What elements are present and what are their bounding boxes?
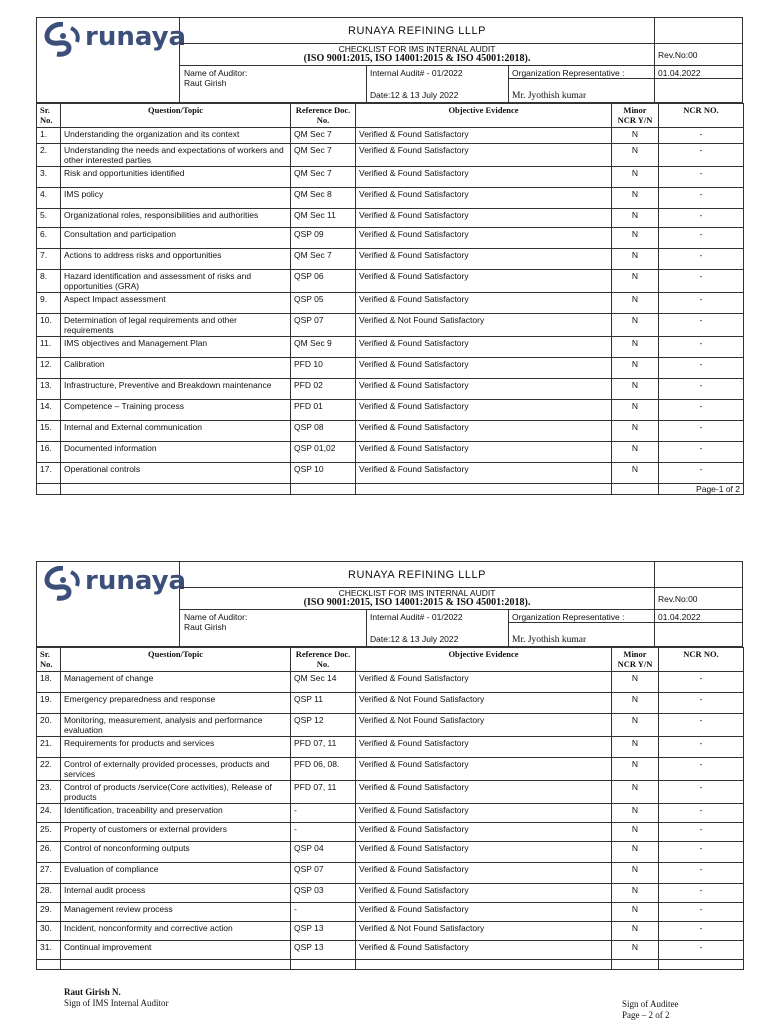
row-sr: 19. bbox=[37, 693, 61, 714]
row-ncr-no: - bbox=[659, 128, 744, 144]
row-sr: 26. bbox=[37, 842, 61, 863]
row-ncr-no: - bbox=[659, 781, 744, 804]
row-question: Operational controls bbox=[61, 463, 291, 484]
row-ncr-no: - bbox=[659, 188, 744, 209]
row-minor-ncr: N bbox=[612, 379, 659, 400]
page-number: Page-1 of 2 bbox=[659, 484, 744, 495]
auditor-block bbox=[180, 66, 366, 104]
org-rep-name: Mr. Jyothish kumar bbox=[512, 91, 587, 101]
row-ref: QSP 07 bbox=[291, 863, 356, 884]
row-question: Consultation and participation bbox=[61, 228, 291, 249]
table-row bbox=[37, 781, 744, 804]
auditor-label: Name of Auditor: bbox=[184, 612, 248, 622]
row-ncr-no: - bbox=[659, 863, 744, 884]
row-ref: QSP 13 bbox=[291, 941, 356, 960]
row-ncr-no: - bbox=[659, 249, 744, 270]
table-row bbox=[37, 714, 744, 737]
internal-audit-block bbox=[366, 66, 508, 104]
row-question: Organizational roles, responsibilities and authorities bbox=[61, 209, 291, 228]
logo-text: runaya bbox=[85, 566, 187, 596]
row-sr: 9. bbox=[37, 293, 61, 314]
row-ncr-no: - bbox=[659, 379, 744, 400]
row-ref: QSP 07 bbox=[291, 314, 356, 337]
footer-cell bbox=[291, 484, 356, 495]
col-minor: Minor NCR Y/N bbox=[612, 648, 659, 672]
row-sr: 18. bbox=[37, 672, 61, 693]
table-row bbox=[37, 293, 744, 314]
row-question: Internal and External communication bbox=[61, 421, 291, 442]
row-sr: 16. bbox=[37, 442, 61, 463]
footer-cell bbox=[61, 960, 291, 970]
row-evidence: Verified & Found Satisfactory bbox=[356, 167, 612, 188]
row-question: Monitoring, measurement, analysis and performance evaluation bbox=[61, 714, 291, 737]
row-ref: QSP 03 bbox=[291, 884, 356, 903]
table-row bbox=[37, 442, 744, 463]
row-sr: 13. bbox=[37, 379, 61, 400]
audit-date: Date:12 & 13 July 2022 bbox=[370, 90, 459, 100]
row-minor-ncr: N bbox=[612, 693, 659, 714]
row-minor-ncr: N bbox=[612, 758, 659, 781]
row-ncr-no: - bbox=[659, 337, 744, 358]
footer-cell bbox=[612, 484, 659, 495]
row-ncr-no: - bbox=[659, 672, 744, 693]
footer-cell bbox=[291, 960, 356, 970]
row-evidence: Verified & Not Found Satisfactory bbox=[356, 714, 612, 737]
checklist-page-1 bbox=[36, 17, 743, 495]
row-evidence: Verified & Found Satisfactory bbox=[356, 293, 612, 314]
row-ref: QM Sec 7 bbox=[291, 249, 356, 270]
table-row bbox=[37, 209, 744, 228]
row-ref: QSP 01,02 bbox=[291, 442, 356, 463]
row-minor-ncr: N bbox=[612, 144, 659, 167]
table-row bbox=[37, 228, 744, 249]
row-evidence: Verified & Found Satisfactory bbox=[356, 941, 612, 960]
row-question: Competence – Training process bbox=[61, 400, 291, 421]
row-minor-ncr: N bbox=[612, 421, 659, 442]
auditor-name: Raut Girish bbox=[184, 622, 227, 632]
row-question: Documented information bbox=[61, 442, 291, 463]
col-ncr: NCR NO. bbox=[659, 648, 744, 672]
row-evidence: Verified & Found Satisfactory bbox=[356, 903, 612, 922]
table-row bbox=[37, 758, 744, 781]
table-row bbox=[37, 842, 744, 863]
internal-audit-block bbox=[366, 610, 508, 648]
row-evidence: Verified & Found Satisfactory bbox=[356, 863, 612, 884]
table-row bbox=[37, 863, 744, 884]
row-sr: 24. bbox=[37, 804, 61, 823]
row-ref: QSP 08 bbox=[291, 421, 356, 442]
row-question: Control of externally provided processes, products and services bbox=[61, 758, 291, 781]
row-question: Understanding the organization and its context bbox=[61, 128, 291, 144]
row-ncr-no: - bbox=[659, 209, 744, 228]
row-question: Requirements for products and services bbox=[61, 737, 291, 758]
row-evidence: Verified & Found Satisfactory bbox=[356, 358, 612, 379]
row-sr: 29. bbox=[37, 903, 61, 922]
table-row bbox=[37, 144, 744, 167]
row-minor-ncr: N bbox=[612, 209, 659, 228]
row-ref: QSP 04 bbox=[291, 842, 356, 863]
row-ref: PFD 07, 11 bbox=[291, 781, 356, 804]
col-evidence: Objective Evidence bbox=[356, 648, 612, 672]
row-question: Risk and opportunities identified bbox=[61, 167, 291, 188]
row-ref: QSP 12 bbox=[291, 714, 356, 737]
col-ncr: NCR NO. bbox=[659, 104, 744, 128]
row-evidence: Verified & Found Satisfactory bbox=[356, 337, 612, 358]
row-minor-ncr: N bbox=[612, 823, 659, 842]
page-number bbox=[659, 960, 744, 970]
row-minor-ncr: N bbox=[612, 293, 659, 314]
logo-mark-icon bbox=[43, 22, 83, 58]
row-ncr-no: - bbox=[659, 941, 744, 960]
rev-no: Rev.No:00 bbox=[654, 44, 742, 66]
row-ref: QM Sec 7 bbox=[291, 167, 356, 188]
auditor-signature-label: Sign of IMS Internal Auditor bbox=[64, 998, 169, 1008]
row-ref: QSP 05 bbox=[291, 293, 356, 314]
row-ref: QSP 11 bbox=[291, 693, 356, 714]
row-ncr-no: - bbox=[659, 167, 744, 188]
company-logo bbox=[37, 562, 187, 646]
row-ncr-no: - bbox=[659, 442, 744, 463]
row-ncr-no: - bbox=[659, 270, 744, 293]
standards-text: (ISO 9001:2015, ISO 14001:2015 & ISO 45001:2018). bbox=[303, 53, 531, 64]
checklist-table-1 bbox=[36, 103, 744, 495]
auditor-label: Name of Auditor: bbox=[184, 68, 248, 78]
row-question: Determination of legal requirements and other requirements bbox=[61, 314, 291, 337]
row-question: Control of nonconforming outputs bbox=[61, 842, 291, 863]
footer-cell bbox=[61, 484, 291, 495]
row-ref: QM Sec 9 bbox=[291, 337, 356, 358]
org-rep-block bbox=[508, 66, 654, 104]
table-header-row bbox=[37, 648, 744, 672]
row-evidence: Verified & Found Satisfactory bbox=[356, 737, 612, 758]
row-evidence: Verified & Found Satisfactory bbox=[356, 209, 612, 228]
standards-text: (ISO 9001:2015, ISO 14001:2015 & ISO 45001:2018). bbox=[303, 597, 531, 608]
row-sr: 21. bbox=[37, 737, 61, 758]
row-evidence: Verified & Found Satisfactory bbox=[356, 804, 612, 823]
row-ncr-no: - bbox=[659, 823, 744, 842]
row-evidence: Verified & Found Satisfactory bbox=[356, 823, 612, 842]
footer-cell bbox=[612, 960, 659, 970]
footer-cell bbox=[37, 484, 61, 495]
row-sr: 2. bbox=[37, 144, 61, 167]
row-question: IMS policy bbox=[61, 188, 291, 209]
row-minor-ncr: N bbox=[612, 781, 659, 804]
row-question: Identification, traceability and preservation bbox=[61, 804, 291, 823]
row-evidence: Verified & Not Found Satisfactory bbox=[356, 693, 612, 714]
divider bbox=[508, 622, 742, 623]
checklist-page-2 bbox=[36, 561, 743, 970]
table-row bbox=[37, 249, 744, 270]
row-ref: PFD 10 bbox=[291, 358, 356, 379]
row-evidence: Verified & Found Satisfactory bbox=[356, 781, 612, 804]
table-row bbox=[37, 188, 744, 209]
org-rep-name: Mr. Jyothish kumar bbox=[512, 635, 587, 645]
col-question: Question/Topic bbox=[61, 648, 291, 672]
row-ncr-no: - bbox=[659, 293, 744, 314]
internal-audit-no: Internal Audit# - 01/2022 bbox=[370, 68, 463, 78]
row-minor-ncr: N bbox=[612, 188, 659, 209]
row-question: Incident, nonconformity and corrective action bbox=[61, 922, 291, 941]
org-rep-label: Organization Representative : bbox=[512, 68, 625, 78]
row-minor-ncr: N bbox=[612, 358, 659, 379]
row-ncr-no: - bbox=[659, 884, 744, 903]
row-ncr-no: - bbox=[659, 922, 744, 941]
col-sr: Sr. No. bbox=[37, 648, 61, 672]
table-row bbox=[37, 463, 744, 484]
company-logo bbox=[37, 18, 187, 102]
row-question: Control of products /service(Core activities), Release of products bbox=[61, 781, 291, 804]
table-row bbox=[37, 804, 744, 823]
row-question: Calibration bbox=[61, 358, 291, 379]
row-evidence: Verified & Found Satisfactory bbox=[356, 144, 612, 167]
logo-text: runaya bbox=[85, 22, 187, 52]
table-row bbox=[37, 922, 744, 941]
row-sr: 5. bbox=[37, 209, 61, 228]
row-question: Hazard identification and assessment of risks and opportunities (GRA) bbox=[61, 270, 291, 293]
header-blank-cell bbox=[654, 562, 742, 588]
row-minor-ncr: N bbox=[612, 442, 659, 463]
row-question: Property of customers or external providers bbox=[61, 823, 291, 842]
table-row bbox=[37, 941, 744, 960]
row-ncr-no: - bbox=[659, 842, 744, 863]
row-evidence: Verified & Not Found Satisfactory bbox=[356, 922, 612, 941]
row-ref: QSP 09 bbox=[291, 228, 356, 249]
row-evidence: Verified & Not Found Satisfactory bbox=[356, 314, 612, 337]
table-row bbox=[37, 421, 744, 442]
table-body bbox=[37, 128, 744, 495]
table-row bbox=[37, 672, 744, 693]
row-question: Understanding the needs and expectations of workers and other interested parties bbox=[61, 144, 291, 167]
row-minor-ncr: N bbox=[612, 463, 659, 484]
row-ncr-no: - bbox=[659, 463, 744, 484]
footer-cell bbox=[356, 960, 612, 970]
row-sr: 6. bbox=[37, 228, 61, 249]
table-row bbox=[37, 314, 744, 337]
col-ref: Reference Doc. No. bbox=[291, 104, 356, 128]
row-minor-ncr: N bbox=[612, 400, 659, 421]
row-minor-ncr: N bbox=[612, 314, 659, 337]
org-rep-block bbox=[508, 610, 654, 648]
row-sr: 7. bbox=[37, 249, 61, 270]
row-sr: 10. bbox=[37, 314, 61, 337]
table-row bbox=[37, 358, 744, 379]
row-sr: 4. bbox=[37, 188, 61, 209]
row-ref: PFD 01 bbox=[291, 400, 356, 421]
row-ncr-no: - bbox=[659, 314, 744, 337]
row-question: Continual improvement bbox=[61, 941, 291, 960]
row-question: Emergency preparedness and response bbox=[61, 693, 291, 714]
col-question: Question/Topic bbox=[61, 104, 291, 128]
row-sr: 25. bbox=[37, 823, 61, 842]
col-minor: Minor NCR Y/N bbox=[612, 104, 659, 128]
row-evidence: Verified & Found Satisfactory bbox=[356, 270, 612, 293]
row-minor-ncr: N bbox=[612, 249, 659, 270]
row-evidence: Verified & Found Satisfactory bbox=[356, 421, 612, 442]
row-ref: PFD 07, 11 bbox=[291, 737, 356, 758]
row-ref: - bbox=[291, 804, 356, 823]
table-row bbox=[37, 737, 744, 758]
internal-audit-no: Internal Audit# - 01/2022 bbox=[370, 612, 463, 622]
row-minor-ncr: N bbox=[612, 714, 659, 737]
auditee-signature-label: Sign of Auditee bbox=[622, 999, 679, 1009]
row-sr: 11. bbox=[37, 337, 61, 358]
row-sr: 1. bbox=[37, 128, 61, 144]
table-row bbox=[37, 693, 744, 714]
row-ncr-no: - bbox=[659, 421, 744, 442]
table-footer-row bbox=[37, 960, 744, 970]
row-minor-ncr: N bbox=[612, 167, 659, 188]
row-sr: 14. bbox=[37, 400, 61, 421]
row-ncr-no: - bbox=[659, 903, 744, 922]
table-row bbox=[37, 903, 744, 922]
row-ncr-no: - bbox=[659, 144, 744, 167]
row-sr: 3. bbox=[37, 167, 61, 188]
table-row bbox=[37, 337, 744, 358]
company-name: RUNAYA REFINING LLLP bbox=[180, 18, 654, 44]
row-question: Aspect Impact assessment bbox=[61, 293, 291, 314]
row-question: Infrastructure, Preventive and Breakdown maintenance bbox=[61, 379, 291, 400]
row-minor-ncr: N bbox=[612, 737, 659, 758]
row-evidence: Verified & Found Satisfactory bbox=[356, 400, 612, 421]
row-minor-ncr: N bbox=[612, 128, 659, 144]
footer-cell bbox=[356, 484, 612, 495]
table-row bbox=[37, 128, 744, 144]
row-ncr-no: - bbox=[659, 714, 744, 737]
row-minor-ncr: N bbox=[612, 863, 659, 884]
row-question: Actions to address risks and opportunities bbox=[61, 249, 291, 270]
row-ref: QM Sec 8 bbox=[291, 188, 356, 209]
auditor-signature bbox=[64, 987, 169, 1009]
checklist-title-text: CHECKLIST FOR IMS INTERNAL AUDIT bbox=[338, 44, 496, 54]
row-evidence: Verified & Found Satisfactory bbox=[356, 379, 612, 400]
row-evidence: Verified & Found Satisfactory bbox=[356, 228, 612, 249]
divider bbox=[508, 78, 742, 79]
row-minor-ncr: N bbox=[612, 941, 659, 960]
table-header-row bbox=[37, 104, 744, 128]
row-ref: PFD 02 bbox=[291, 379, 356, 400]
table-row bbox=[37, 884, 744, 903]
row-question: Internal audit process bbox=[61, 884, 291, 903]
doc-date: 01.04.2022 bbox=[654, 610, 742, 648]
row-ncr-no: - bbox=[659, 228, 744, 249]
row-evidence: Verified & Found Satisfactory bbox=[356, 672, 612, 693]
row-ref: QSP 06 bbox=[291, 270, 356, 293]
row-sr: 22. bbox=[37, 758, 61, 781]
table-row bbox=[37, 270, 744, 293]
col-sr: Sr. No. bbox=[37, 104, 61, 128]
row-ref: QM Sec 7 bbox=[291, 144, 356, 167]
auditee-signature bbox=[622, 999, 679, 1021]
row-ref: PFD 06, 08. bbox=[291, 758, 356, 781]
row-evidence: Verified & Found Satisfactory bbox=[356, 442, 612, 463]
row-ref: - bbox=[291, 823, 356, 842]
row-ref: - bbox=[291, 903, 356, 922]
row-sr: 15. bbox=[37, 421, 61, 442]
row-minor-ncr: N bbox=[612, 922, 659, 941]
row-ref: QM Sec 11 bbox=[291, 209, 356, 228]
row-ncr-no: - bbox=[659, 358, 744, 379]
row-evidence: Verified & Found Satisfactory bbox=[356, 249, 612, 270]
row-ref: QSP 10 bbox=[291, 463, 356, 484]
row-minor-ncr: N bbox=[612, 228, 659, 249]
row-question: IMS objectives and Management Plan bbox=[61, 337, 291, 358]
auditor-name: Raut Girish bbox=[184, 78, 227, 88]
row-minor-ncr: N bbox=[612, 842, 659, 863]
table-row bbox=[37, 167, 744, 188]
row-ncr-no: - bbox=[659, 400, 744, 421]
row-minor-ncr: N bbox=[612, 270, 659, 293]
row-minor-ncr: N bbox=[612, 672, 659, 693]
row-evidence: Verified & Found Satisfactory bbox=[356, 842, 612, 863]
page-number: Page – 2 of 2 bbox=[622, 1010, 670, 1020]
row-evidence: Verified & Found Satisfactory bbox=[356, 188, 612, 209]
row-sr: 27. bbox=[37, 863, 61, 884]
checklist-title-text: CHECKLIST FOR IMS INTERNAL AUDIT bbox=[338, 588, 496, 598]
row-question: Management review process bbox=[61, 903, 291, 922]
col-ref: Reference Doc. No. bbox=[291, 648, 356, 672]
auditor-block bbox=[180, 610, 366, 648]
audit-date: Date:12 & 13 July 2022 bbox=[370, 634, 459, 644]
row-sr: 17. bbox=[37, 463, 61, 484]
doc-date: 01.04.2022 bbox=[654, 66, 742, 104]
row-question: Management of change bbox=[61, 672, 291, 693]
table-footer-row bbox=[37, 484, 744, 495]
row-evidence: Verified & Found Satisfactory bbox=[356, 128, 612, 144]
company-name: RUNAYA REFINING LLLP bbox=[180, 562, 654, 588]
footer-cell bbox=[37, 960, 61, 970]
row-evidence: Verified & Found Satisfactory bbox=[356, 758, 612, 781]
row-ref: QM Sec 7 bbox=[291, 128, 356, 144]
row-evidence: Verified & Found Satisfactory bbox=[356, 884, 612, 903]
table-row bbox=[37, 379, 744, 400]
row-sr: 28. bbox=[37, 884, 61, 903]
rev-no: Rev.No:00 bbox=[654, 588, 742, 610]
header-blank-cell bbox=[654, 18, 742, 44]
row-evidence: Verified & Found Satisfactory bbox=[356, 463, 612, 484]
row-minor-ncr: N bbox=[612, 804, 659, 823]
checklist-title bbox=[180, 588, 654, 610]
row-minor-ncr: N bbox=[612, 884, 659, 903]
row-sr: 20. bbox=[37, 714, 61, 737]
row-sr: 31. bbox=[37, 941, 61, 960]
row-ref: QSP 13 bbox=[291, 922, 356, 941]
row-sr: 23. bbox=[37, 781, 61, 804]
checklist-title bbox=[180, 44, 654, 66]
row-sr: 12. bbox=[37, 358, 61, 379]
row-sr: 30. bbox=[37, 922, 61, 941]
row-ref: QM Sec 14 bbox=[291, 672, 356, 693]
row-ncr-no: - bbox=[659, 804, 744, 823]
row-ncr-no: - bbox=[659, 693, 744, 714]
checklist-table-2 bbox=[36, 647, 744, 970]
table-body bbox=[37, 672, 744, 970]
row-sr: 8. bbox=[37, 270, 61, 293]
logo-mark-icon bbox=[43, 566, 83, 602]
org-rep-label: Organization Representative : bbox=[512, 612, 625, 622]
page-header bbox=[36, 17, 743, 103]
table-row bbox=[37, 823, 744, 842]
row-minor-ncr: N bbox=[612, 337, 659, 358]
col-evidence: Objective Evidence bbox=[356, 104, 612, 128]
row-question: Evaluation of compliance bbox=[61, 863, 291, 884]
row-ncr-no: - bbox=[659, 737, 744, 758]
table-row bbox=[37, 400, 744, 421]
auditor-signature-name: Raut Girish N. bbox=[64, 987, 121, 997]
row-ncr-no: - bbox=[659, 758, 744, 781]
page-header bbox=[36, 561, 743, 647]
row-minor-ncr: N bbox=[612, 903, 659, 922]
